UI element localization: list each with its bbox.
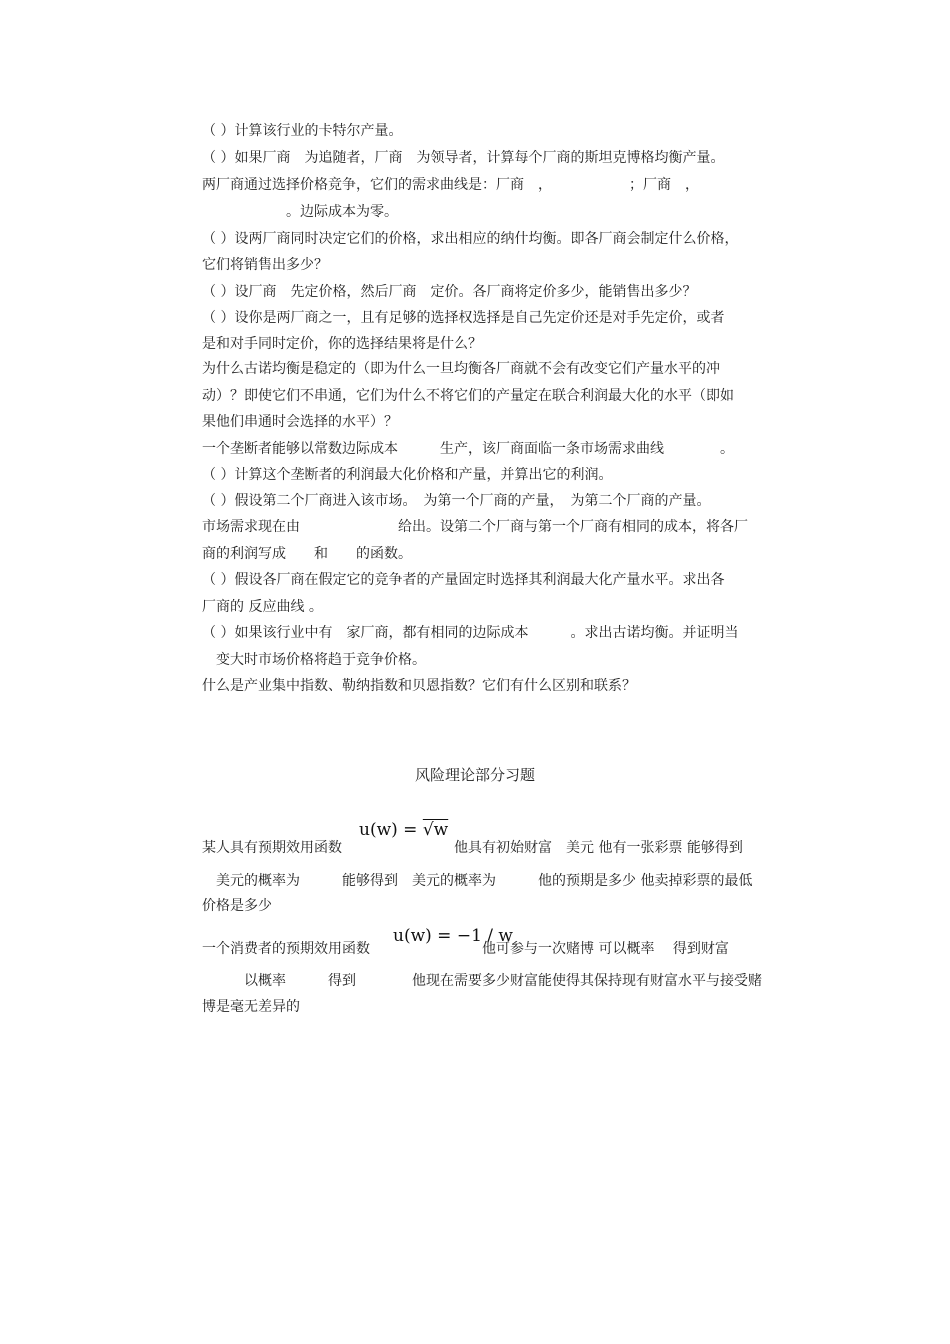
- text-line: 商的利润写成 和 的函数。: [202, 546, 412, 562]
- text-line: 一个消费者的预期效用函数 他可参与一次赌博 可以概率 得到财富: [202, 941, 729, 957]
- text-line: 以概率 得到 他现在需要多少财富能使得其保持现有财富水平与接受赌: [202, 973, 762, 989]
- text-line: 美元的概率为 能够得到 美元的概率为 他的预期是多少 他卖掉彩票的最低: [202, 873, 753, 889]
- formula-rhs: −1 / w: [456, 926, 513, 946]
- formula-rhs: √w: [422, 820, 449, 840]
- text-line: 是和对手同时定价，你的选择结果将是什么？: [202, 336, 482, 352]
- utility-formula-sqrt: [359, 820, 448, 840]
- text-line: （ ）如果该行业中有 家厂商，都有相同的边际成本 。求出古诺均衡。并证明当: [202, 625, 739, 641]
- text-line: （ ）设你是两厂商之一，且有足够的选择权选择是自己先定价还是对手先定价，或者: [202, 310, 725, 326]
- formula-lhs: u(w) =: [359, 820, 423, 840]
- text-line: 果他们串通时会选择的水平）？: [202, 414, 398, 430]
- text-line: （ ）计算该行业的卡特尔产量。: [202, 123, 403, 139]
- text-line: （ ）计算这个垄断者的利润最大化价格和产量，并算出它的利润。: [202, 467, 613, 483]
- text-line: （ ）假设各厂商在假定它的竞争者的产量固定时选择其利润最大化产量水平。求出各: [202, 572, 725, 588]
- text-line: （ ）如果厂商 为追随者，厂商 为领导者，计算每个厂商的斯坦克博格均衡产量。: [202, 150, 725, 166]
- text-line: 两厂商通过选择价格竞争，它们的需求曲线是：厂商 ， ；厂商 ，: [202, 177, 699, 193]
- formula-lhs: u(w) =: [393, 926, 457, 946]
- text-line: （ ）设两厂商同时决定它们的价格，求出相应的纳什均衡。即各厂商会制定什么价格，: [202, 231, 739, 247]
- text-line: 某人具有预期效用函数 他具有初始财富 美元 他有一张彩票 能够得到: [202, 840, 743, 856]
- text-line: （ ）设厂商 先定价格，然后厂商 定价。各厂商将定价多少，能销售出多少？: [202, 284, 697, 300]
- text-line: 市场需求现在由 给出。设第二个厂商与第一个厂商有相同的成本，将各厂: [202, 519, 748, 535]
- text-line: 价格是多少: [202, 898, 272, 914]
- text-line: 博是毫无差异的: [202, 999, 300, 1015]
- text-line: 变大时市场价格将趋于竞争价格。: [202, 652, 426, 668]
- text-line: 为什么古诺均衡是稳定的（即为什么一旦均衡各厂商就不会有改变它们产量水平的冲: [202, 361, 720, 377]
- text-line: 它们将销售出多少？: [202, 257, 328, 273]
- text-line: 厂商的 反应曲线 。: [202, 599, 323, 615]
- text-line: （ ）假设第二个厂商进入该市场。 为第一个厂商的产量， 为第二个厂商的产量。: [202, 493, 711, 509]
- section-title: 风险理论部分习题: [414, 766, 535, 784]
- text-line: 动）？即使它们不串通，它们为什么不将它们的产量定在联合利润最大化的水平（即如: [202, 388, 734, 404]
- text-line: 。边际成本为零。: [202, 204, 398, 220]
- text-line: 一个垄断者能够以常数边际成本 生产，该厂商面临一条市场需求曲线 。: [202, 441, 734, 457]
- text-line: 什么是产业集中指数、勒纳指数和贝恩指数？它们有什么区别和联系？: [202, 678, 636, 694]
